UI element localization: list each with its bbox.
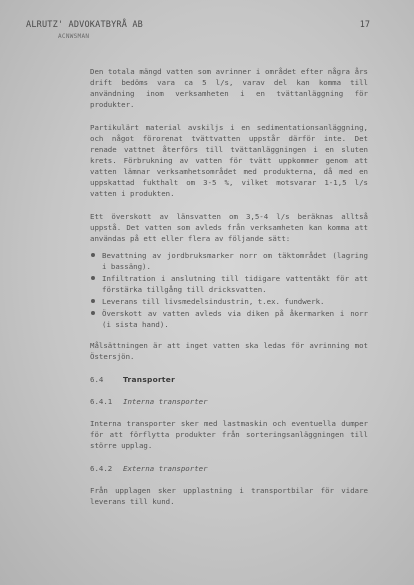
document-body xyxy=(90,66,368,519)
header-org: ALRUTZ' ADVOKATBYRÅ AB xyxy=(26,20,143,30)
subsection-title: Interna transporter xyxy=(123,397,208,406)
subsection-heading-external xyxy=(90,463,368,474)
paragraph-goal: Målsättningen är att inget vatten ska ledas för avrinning mot Östersjön. xyxy=(90,341,368,361)
subsection-number: 6.4.2 xyxy=(90,464,113,473)
page-number: 17 xyxy=(359,20,370,30)
usage-list xyxy=(90,250,368,330)
paragraph-sedimentation: Partikulärt material avskiljs i en sedimentationsanläggning, och något förorenat tvättvatten uppstår därför inte. Det renade vattnet återförs till tvättanläggningen i en sluten krets. Förbrukning av vatten för tvätt uppkommer genom att vatten lämnar verksamhetsområdet med produkterna, då med en uppskattad fukthalt om 3-5 %, vilket motsvarar 1-1,5 l/s vatten i produkten. xyxy=(90,123,368,198)
section-title: Transporter xyxy=(123,375,176,384)
list-item: Bevattning av jordbruksmarker norr om täktområdet (lagring i bassäng). xyxy=(90,250,368,272)
subsection-heading-internal xyxy=(90,396,368,407)
paragraph-internal-transport: Interna transporter sker med lastmaskin och eventuella dumper för att förflytta produkter från sorteringsanläggningen till större upplag. xyxy=(90,419,368,450)
list-item: Leverans till livsmedelsindustrin, t.ex. fundwerk. xyxy=(90,296,368,307)
section-number: 6.4 xyxy=(90,375,104,384)
subsection-number: 6.4.1 xyxy=(90,397,113,406)
subsection-title: Externa transporter xyxy=(123,464,208,473)
header-sub: ACNWSMAN xyxy=(58,33,90,40)
list-item: Överskott av vatten avleds via diken på åkermarken i norr (i sista hand). xyxy=(90,308,368,330)
paragraph-surplus: Ett överskott av länsvatten om 3,5-4 l/s beräknas alltså uppstå. Det vatten som avleds från verksamheten kan komma att användas på ett eller flera av följande sätt: xyxy=(90,212,368,243)
paragraph-water-volume: Den totala mängd vatten som avrinner i området efter några års drift bedöms vara ca 5 l/s, varav del kan komma till användning inom verksamheten i en tvättanläggning för produkter. xyxy=(90,67,368,109)
list-item: Infiltration i anslutning till tidigare vattentäkt för att förstärka tillgång till dricksvatten. xyxy=(90,273,368,295)
paragraph-external-transport: Från upplagen sker upplastning i transportbilar för vidare leverans till kund. xyxy=(90,486,368,506)
section-heading xyxy=(90,374,368,385)
